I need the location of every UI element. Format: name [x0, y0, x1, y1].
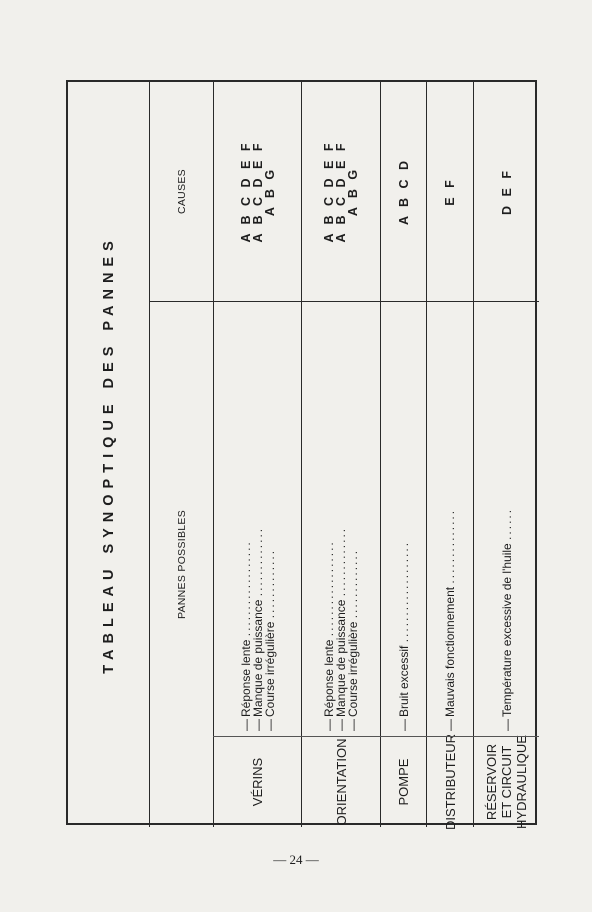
cause-code: E F: [443, 177, 457, 206]
cause-code: A B G: [346, 166, 360, 217]
row-category: VÉRINS: [250, 757, 265, 807]
table-grid: [150, 82, 539, 831]
fault-table: [66, 80, 537, 831]
table-row: [301, 82, 380, 827]
cause-code: A B C D E F: [322, 140, 336, 243]
row-items: [427, 302, 473, 737]
list-item: —Mauvais fonctionnement ..............: [443, 508, 457, 731]
cause-code: A B C D E F: [250, 140, 265, 243]
rotated-content: [68, 82, 539, 831]
row-category: POMPE: [396, 758, 411, 806]
row-items: [214, 302, 301, 737]
list-item: —Réponse lente ..................: [238, 540, 253, 731]
row-causes: [214, 82, 301, 302]
cause-code: A B G: [262, 166, 277, 217]
table-row: [473, 82, 539, 827]
header-pannes-possibles: PANNES POSSIBLES: [175, 509, 188, 620]
row-items: [381, 302, 426, 737]
row-causes: [381, 82, 426, 302]
row-category: RÉSERVOIR ET CIRCUIT HYDRAULIQUE: [484, 735, 529, 829]
table-title: TABLEAU SYNOPTIQUE DES PANNES: [68, 82, 150, 827]
column-divider: [213, 736, 539, 737]
list-item: —Manque de puissance .............: [250, 526, 265, 731]
list-item: —Réponse lente ..................: [322, 540, 336, 731]
row-items: [302, 302, 380, 737]
table-row: [213, 82, 301, 827]
cause-code: A B C D: [396, 157, 411, 226]
page-number: — 24 —: [273, 852, 319, 867]
row-causes: [427, 82, 473, 302]
cause-code: A B C D E F: [238, 140, 253, 243]
row-causes: [474, 82, 539, 302]
row-causes: [302, 82, 380, 302]
table-row: [426, 82, 473, 831]
list-item: —Température excessive de l'huile ......: [499, 507, 514, 731]
cause-code: A B C D E F: [334, 140, 348, 243]
list-item: —Course irrégulière .............: [262, 548, 277, 731]
header-causes: CAUSES: [150, 82, 213, 302]
row-category: ORIENTATION: [333, 738, 349, 826]
cause-code: D E F: [499, 168, 514, 215]
table-row: [380, 82, 426, 827]
row-category: DISTRIBUTEUR: [442, 733, 458, 831]
row-items: [474, 302, 539, 737]
list-item: —Course irrégulière .............: [346, 548, 360, 731]
list-item: —Bruit excessif ...................: [396, 540, 411, 731]
list-item: —Manque de puissance .............: [334, 526, 348, 731]
